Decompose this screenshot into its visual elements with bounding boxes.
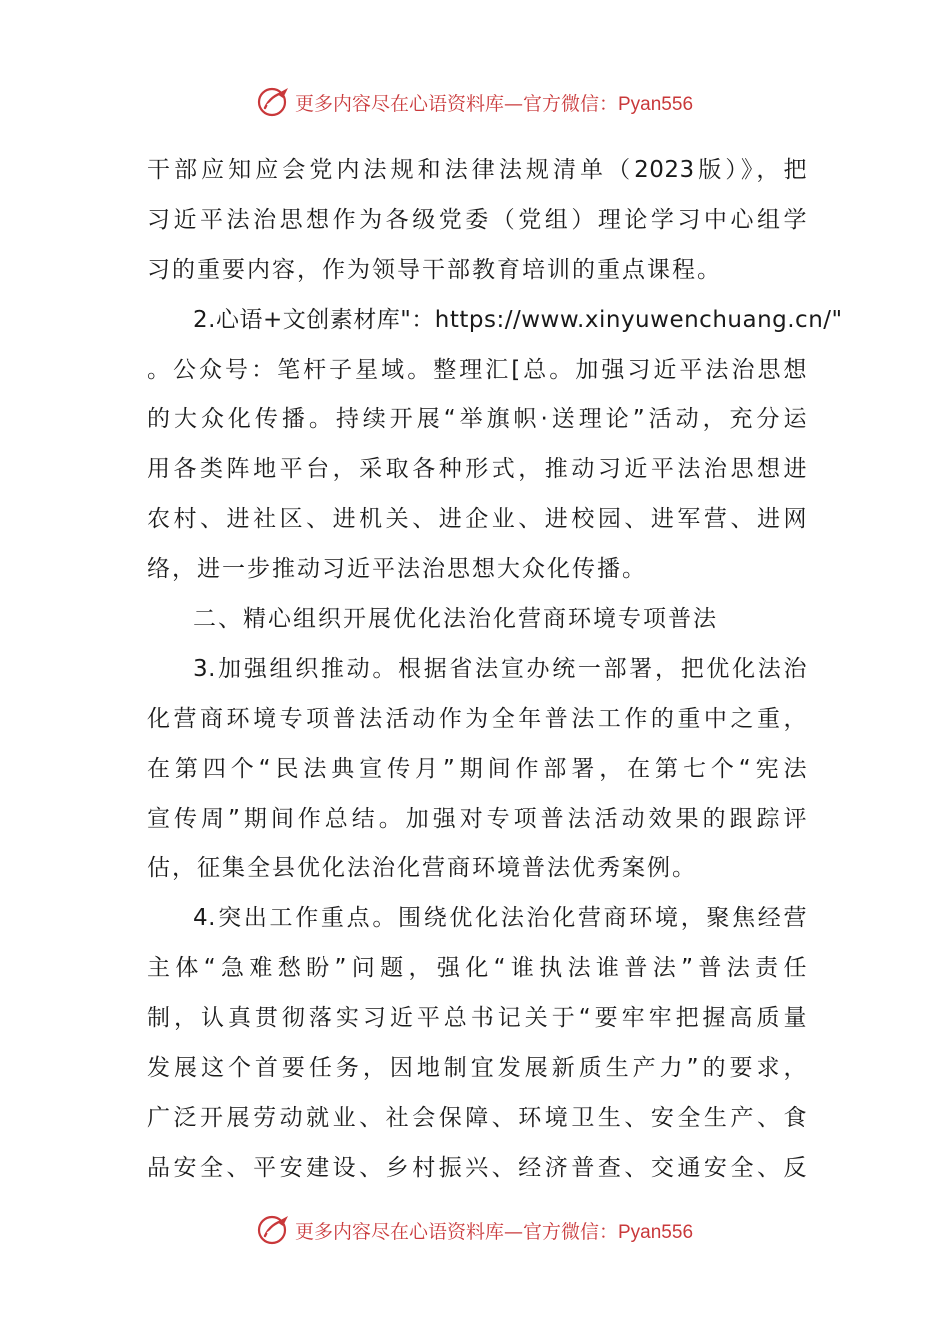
text-line: 估，征集全县优化法治化营商环境普法优秀案例。 xyxy=(147,855,697,882)
text-line: 品安全、平安建设、乡村振兴、经济普查、交通安全、反 xyxy=(147,1154,807,1181)
document-body xyxy=(147,146,843,1194)
watermark-text xyxy=(295,1217,693,1244)
watermark-label: 更多内容尽在心语资料库—官方微信： xyxy=(294,1220,618,1243)
watermark-wechat-id: Pyan556 xyxy=(618,1221,694,1243)
footer-watermark xyxy=(0,1210,950,1250)
text-line: 用各类阵地平台，采取各种形式，推动习近平法治思想进 xyxy=(147,456,807,483)
text-line-paragraph-start: 2.心语+文创素材库"：https://www.xinyuwenchuang.cn/" xyxy=(193,306,843,333)
text-line: 主体“急难愁盼”问题，强化“谁执法谁普法”普法责任 xyxy=(147,955,807,982)
text-line: 。公众号：笔杆子星域。整理汇[总。加强习近平法治思想 xyxy=(147,356,807,383)
text-line: 制，认真贯彻落实习近平总书记关于“要牢牢把握高质量 xyxy=(147,1005,807,1032)
text-line: 习近平法治思想作为各级党委（党组）理论学习中心组学 xyxy=(147,206,807,233)
text-line: 习的重要内容，作为领导干部教育培训的重点课程。 xyxy=(147,256,722,283)
text-line: 干部应知应会党内法规和法律法规清单（2023版）》，把 xyxy=(147,157,807,183)
text-line: 的大众化传播。持续开展“举旗帜·送理论”活动，充分运 xyxy=(147,406,807,433)
text-line: 广泛开展劳动就业、社会保障、环境卫生、安全生产、食 xyxy=(147,1104,807,1131)
watermark-wechat-id: Pyan556 xyxy=(618,93,694,115)
text-line: 农村、进社区、进机关、进企业、进校园、进军营、进网 xyxy=(147,506,807,533)
text-line: 络，进一步推动习近平法治思想大众化传播。 xyxy=(147,556,647,583)
text-line: 宣传周”期间作总结。加强对专项普法活动效果的跟踪评 xyxy=(147,805,807,832)
text-line: 在第四个“民法典宣传月”期间作部署，在第七个“宪法 xyxy=(147,755,807,782)
section-heading: 二、精心组织开展优化法治化营商环境专项普法 xyxy=(193,606,718,633)
header-watermark xyxy=(0,82,950,122)
watermark-label: 更多内容尽在心语资料库—官方微信： xyxy=(294,92,618,115)
text-line-paragraph-start: 3.加强组织推动。根据省法宣办统一部署，把优化法治 xyxy=(193,655,807,682)
watermark-text xyxy=(295,89,693,116)
text-line: 化营商环境专项普法活动作为全年普法工作的重中之重， xyxy=(147,705,807,732)
pen-logo-icon xyxy=(257,85,291,119)
text-line: 发展这个首要任务，因地制宜发展新质生产力”的要求， xyxy=(147,1055,807,1082)
text-line-paragraph-start: 4.突出工作重点。围绕优化法治化营商环境，聚焦经营 xyxy=(193,905,807,932)
pen-logo-icon xyxy=(257,1213,291,1247)
